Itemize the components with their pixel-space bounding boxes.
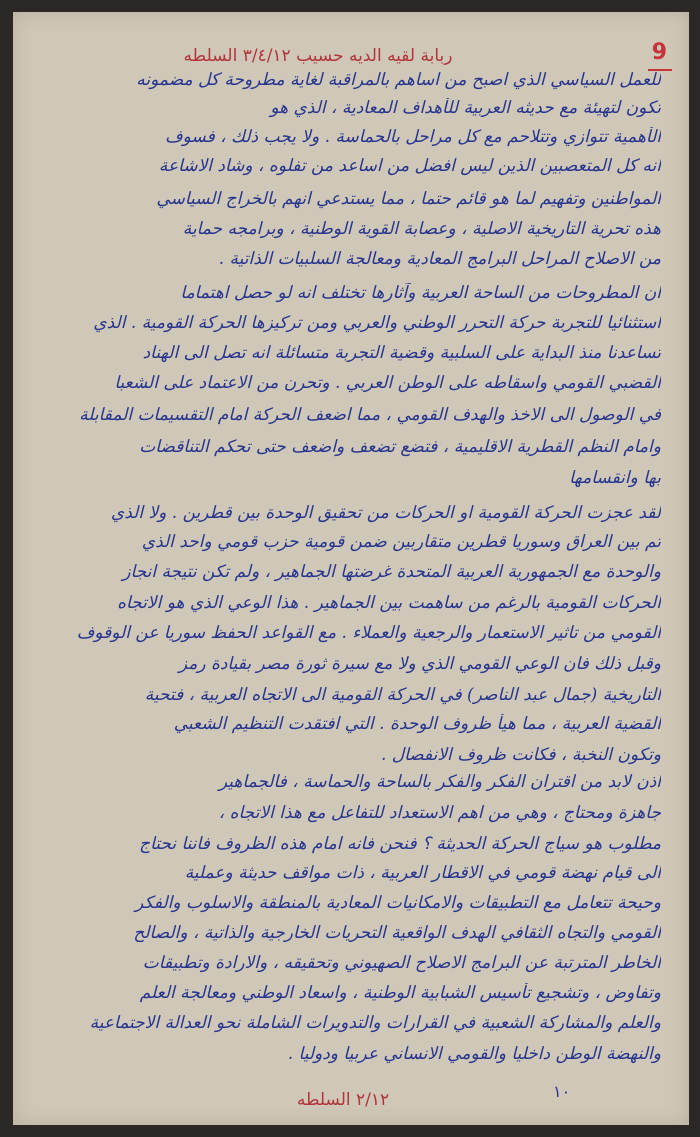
handwritten-line: الخاطر المترتبة عن البرامج الاصلاح الصهيوني وتحقيقه ، والارادة وتطبيقات xyxy=(142,953,661,973)
handwritten-line: هذه تحرية التاريخية الاصلية ، وعصابة القوية الوطنية ، وبرامجه حماية xyxy=(182,219,661,239)
handwritten-line: الحركات القومية بالرغم من ساهمت بين الجماهير . هذا الوعي الذي هو الاتجاه xyxy=(117,593,661,613)
handwritten-line: الى قيام نهضة قومي في الاقطار العربية ، ذات مواقف حديثة وعملية xyxy=(184,863,661,883)
handwritten-line: القومي من تاثير الاستعمار والرجعية والعملاء . مع القواعد الحفظ سوريا عن الوقوف xyxy=(76,623,661,643)
handwritten-line: استثنائيا للتجربة حركة التحرر الوطني والعربي ومن تركيزها الحركة القومية . الذي xyxy=(93,313,661,333)
handwritten-line: وقبل ذلك فان الوعي القومي الذي ولا مع سيرة ثورة مصر بقيادة رمز xyxy=(178,654,661,674)
handwritten-line: مطلوب هو سياج الحركة الحديثة ؟ فنحن فانه امام هذه الظروف فاننا نحتاج xyxy=(139,834,661,854)
handwritten-line: والنهضة الوطن داخليا والقومي الانساني عربيا ودوليا . xyxy=(287,1044,661,1064)
header-stamp: ربابة لقيه الديه حسيب ٣/٤/١٢ السلطه xyxy=(183,46,453,66)
handwritten-line: لقد عجزت الحركة القومية او الحركات من تحقيق الوحدة بين قطرين . ولا الذي xyxy=(110,503,661,523)
handwritten-line: بها وانقسامها xyxy=(569,468,661,488)
handwritten-line: والعلم والمشاركة الشعبية في القرارات والتدويرات الشاملة نحو العدالة الاجتماعية xyxy=(89,1013,661,1033)
handwritten-line: جاهزة ومحتاج ، وهي من اهم الاستعداد للتفاعل مع هذا الاتجاه ، xyxy=(218,803,661,823)
handwritten-line: التاريخية (جمال عبد الناصر) في الحركة القومية الى الاتجاه العربية ، فتحية xyxy=(144,685,661,705)
footer-stamp: ٢/١٢ السلطه xyxy=(296,1090,390,1110)
handwritten-line: وحيحة تتعامل مع التطبيقات والامكانيات المعادية بالمنطقة والاسلوب والفكر xyxy=(135,893,661,913)
folio-number: 9 xyxy=(652,40,667,65)
handwritten-line: للعمل السياسي الذي اصبح من اساهم بالمراقبة لغاية مطروحة كل مضمونه xyxy=(136,70,661,90)
handwritten-line: وتفاوض ، وتشجيع تأسيس الشبابية الوطنية ، واسعاد الوطني ومعالجة العلم xyxy=(139,983,661,1003)
handwritten-line: القومي والتجاه الثقافي الهدف الواقعية التحريات الخارجية والذاتية ، والصالح xyxy=(133,923,661,943)
handwritten-line: ان المطروحات من الساحة العربية وآثارها تختلف انه لو حصل اهتماما xyxy=(180,283,661,303)
handwritten-line: تساعدنا منذ البداية على السلبية وقضية التجربة متسائلة انه تصل الى الهناد xyxy=(142,343,661,363)
handwritten-line: انه كل المتعصبين الذين ليس افضل من اساعد من تفلوه ، وشاد الاشاعة xyxy=(158,156,661,176)
manuscript-page xyxy=(13,12,689,1125)
handwritten-line: اذن لابد من اقتران الفكر والفكر بالساحة والحماسة ، فالجماهير xyxy=(218,772,661,792)
handwritten-line: القضية العربية ، مما هيأ ظروف الوحدة . التي افتقدت التنظيم الشعبي xyxy=(173,714,661,734)
handwritten-line: وتكون النخبة ، فكانت ظروف الانفصال . xyxy=(380,745,661,765)
handwritten-line: القضبي القومي واسقاطه على الوطن العربي . وتحرن من الاعتماد على الشعبا xyxy=(114,373,661,393)
handwritten-line: والوحدة مع الجمهورية العربية المتحدة غرضتها الجماهير ، ولم تكن نتيجة انجاز xyxy=(122,562,661,582)
handwritten-line: تم بين العراق وسوريا قطرين متقاربين ضمن قومية حزب قومي واحد الذي xyxy=(141,532,661,552)
handwritten-line: في الوصول الى الاخذ والهدف القومي ، مما اضعف الحركة امام التقسيمات المقابلة xyxy=(79,405,661,425)
handwritten-line: المواطنين وتفهيم لما هو قائم حتما ، مما يستدعي انهم بالخراج السياسي xyxy=(156,189,661,209)
page-number: ١٠ xyxy=(553,1082,571,1101)
handwritten-line: من الاصلاح المراحل البرامج المعادية ومعالجة السلبيات الذاتية . xyxy=(218,249,661,269)
handwritten-line: وامام النظم القطرية الاقليمية ، فتضع تضعف واضعف حتى تحكم التناقضات xyxy=(139,437,661,457)
handwritten-line: تكون لتهيئة مع حديثه العربية للأهداف المعادية ، الذي هو xyxy=(270,98,661,118)
handwritten-line: الأهمية تتوازي وتتلاحم مع كل مراحل بالحماسة . ولا يجب ذلك ، فسوف xyxy=(165,127,661,147)
